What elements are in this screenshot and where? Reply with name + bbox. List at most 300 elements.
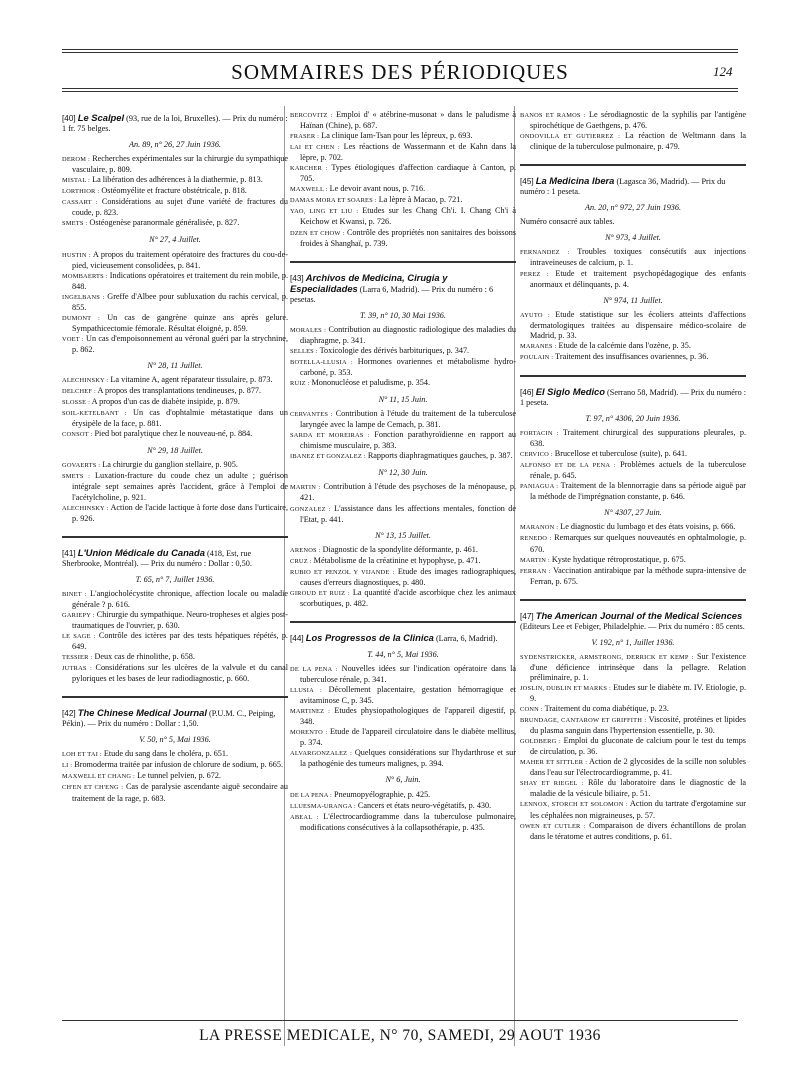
- article-entry: [520, 247, 746, 268]
- column-2: [290, 110, 516, 837]
- article-title: Le tunnel pelvien, p. 672.: [137, 771, 221, 781]
- article-entry: [62, 218, 288, 229]
- article-entry: [520, 778, 746, 799]
- article-author: IBANEZ ET GONZALEZ :: [290, 453, 366, 461]
- article-author: SLOSSE :: [62, 399, 91, 407]
- article-author: SMETS :: [62, 473, 91, 481]
- article-entry: [62, 782, 288, 803]
- article-author: MARTINEZ :: [290, 708, 331, 716]
- article-title: Considérations au sujet d'une variété de fractures du coude, p. 823.: [72, 197, 288, 218]
- article-author: GOLDBERG :: [520, 738, 561, 746]
- article-title: Action de l'acide lactique à forte dose dans l'urticaire, p. 926.: [72, 502, 288, 523]
- article-entry: [62, 760, 288, 771]
- article-author: GONZALEZ :: [290, 505, 331, 513]
- article-title: Le devoir avant nous, p. 716.: [329, 184, 426, 194]
- article-title: La chirurgie du ganglion stellaire, p. 905.: [102, 460, 238, 470]
- article-entry: [62, 313, 288, 334]
- article-entry: [62, 250, 288, 271]
- article-entry: [62, 610, 288, 631]
- journal-section: [62, 548, 288, 685]
- article-title: Contribution à l'étude des psychoses de la ménopause, p. 421.: [300, 482, 517, 503]
- article-author: RENEDO :: [520, 535, 552, 543]
- article-entry: [520, 533, 746, 554]
- article-title: Emploi d' « atébrine-musonat » dans le paludisme à Haïnan (Chine), p. 687.: [300, 110, 517, 131]
- article-author: DAMAS MORA ET SOARES :: [290, 197, 377, 205]
- journal-name: L'Union Médicale du Canada: [77, 546, 205, 558]
- journal-number: [46]: [520, 387, 534, 397]
- section-separator: [62, 696, 288, 698]
- issue-label: N° 973, 4 Juillet.: [605, 233, 661, 243]
- article-entry: [62, 154, 288, 175]
- article-entry: [520, 131, 746, 152]
- journal-info: (Larra, 6, Madrid).: [435, 633, 498, 643]
- article-entry: [520, 481, 746, 502]
- article-title: Les réactions de Wassermann et de Kahn dans la lèpre, p. 702.: [300, 142, 517, 163]
- article-entry: [62, 175, 288, 186]
- article-entry: [520, 555, 746, 566]
- article-title: Le sérodiagnostic de la syphilis par l'antigène spirochétique de Gaethgens, p. 476.: [530, 110, 747, 131]
- article-entry: [520, 799, 746, 820]
- article-entry: [290, 184, 516, 195]
- section-separator: [62, 536, 288, 538]
- article-title: Considérations sur les ulcères de la valvule et du canal pyloriques et les bases de leur radiodiagnostic, p. 660.: [72, 663, 288, 684]
- article-entry: [290, 685, 516, 706]
- article-title: Mononucléose et paludisme, p. 354.: [311, 378, 431, 388]
- article-entry: [290, 567, 516, 588]
- article-title: Action de 2 glycosides de la scille non solubles dans l'eau sur l'électrocardiogramme, p. 41.: [530, 757, 746, 778]
- article-title: L'assistance dans les affections mentales, fonction de l'Etat, p. 441.: [300, 503, 517, 524]
- column-1: [62, 110, 288, 808]
- article-entry: [520, 683, 746, 704]
- article-title: Traitement de la blennorragie dans sa période aiguë par la méthode de l'imprégnation constante, p. 646.: [530, 481, 746, 502]
- article-author: MISTAL :: [62, 177, 91, 185]
- journal-number: [43]: [290, 273, 304, 283]
- journal-number: [47]: [520, 611, 534, 621]
- article-title: Etude de la calcémie dans l'ozène, p. 35.: [558, 340, 691, 350]
- article-title: Brucellose et tuberculose (suite), p. 641.: [554, 449, 688, 459]
- article-author: SHAY ET RIEGEL :: [520, 780, 584, 788]
- article-author: LLUSIA :: [290, 687, 322, 695]
- article-title: Contrôle des propriétés non sanitaires des boissons froides à Shanghaï, p. 739.: [300, 227, 516, 248]
- article-title: Hormones ovariennes et métabolisme hydro-carboné, p. 353.: [300, 356, 517, 377]
- article-author: SMETS :: [62, 220, 88, 228]
- article-title: Etudes sur les Chang Ch'i. I. Chang Ch'i à Keichow et Kwansi, p. 726.: [300, 206, 517, 227]
- article-title: L'angiocholécystite chronique, affection locale ou maladie générale ? p. 616.: [72, 588, 288, 609]
- article-entry: [520, 757, 746, 778]
- article-title: Décollement placentaire, gestation hémorragique et avitaminose C, p. 345.: [300, 685, 517, 706]
- journal-info: (P.U.M. C., Peiping, Pékin). — Prix du numéro : Dollar : 1,50.: [62, 709, 276, 729]
- column-3: [520, 110, 746, 846]
- journal-number: [40]: [62, 114, 76, 123]
- journal-number: [41]: [62, 548, 76, 558]
- article-entry: [520, 715, 746, 736]
- article-title: Métabolisme de la créatinine et hypophyse, p. 471.: [313, 555, 481, 565]
- article-title: Emploi du gluconate de calcium pour le test du temps de circulation, p. 36.: [530, 736, 746, 757]
- article-author: BERCOVITZ :: [290, 112, 333, 119]
- section-separator: [290, 621, 516, 623]
- article-entry: [520, 522, 746, 533]
- journal-section: [520, 387, 746, 587]
- article-entry: [520, 352, 746, 363]
- issue-label: An. 89, n° 26, 27 Juin 1936.: [129, 140, 221, 150]
- article-entry: [290, 325, 516, 346]
- article-title: Greffe d'Albee pour subluxation du rachis cervical, p. 855.: [72, 291, 288, 312]
- article-title: Remarques sur quelques nouveautés en ophtalmologie, p. 670.: [530, 533, 747, 554]
- article-author: RUBIO ET PENZOL Y VIJANDE :: [290, 568, 395, 576]
- article-entry: [520, 449, 746, 460]
- article-title: Un cas d'empoisonnement au véronal guéri par la strychnine, p. 862.: [72, 333, 288, 354]
- article-title: Indications opératoires et traitement du rein mobile, p. 848.: [72, 270, 288, 291]
- article-title: Pied bot paralytique chez le nouveau-né, p. 884.: [94, 429, 253, 439]
- article-title: A propos d'un cas de diabète insipide, p. 879.: [91, 397, 240, 407]
- article-entry: [290, 346, 516, 357]
- article-author: MARTIN :: [520, 556, 550, 564]
- article-title: Rapports diaphragmatiques gauches, p. 387.: [367, 451, 513, 461]
- article-author: BINET :: [62, 590, 87, 598]
- journal-heading: [290, 273, 516, 305]
- journal-heading: [520, 611, 746, 632]
- article-entry: [290, 195, 516, 206]
- article-entry: [290, 409, 516, 430]
- article-entry: [62, 429, 288, 440]
- article-entry: [62, 460, 288, 471]
- article-entry: [62, 471, 288, 502]
- article-title: Deux cas de rhinolithe, p. 658.: [94, 652, 195, 662]
- article-title: Contribution au diagnostic radiologique des maladies du diaphragme, p. 341.: [300, 324, 516, 345]
- journal-info: (Serrano 58, Madrid). — Prix du numéro : 1 peseta.: [520, 387, 746, 407]
- article-author: LLUESMA-URANGA :: [290, 802, 356, 810]
- article-author: TESSIER :: [62, 654, 93, 662]
- journal-section: [520, 110, 746, 152]
- footer-rule: [62, 1020, 738, 1021]
- article-author: GIROUD ET RUIZ :: [290, 589, 350, 597]
- article-entry: [290, 556, 516, 567]
- journal-info: (Lagasca 36, Madrid). — Prix du numéro : 1 peseta.: [520, 177, 726, 197]
- journal-name: Le Scalpel: [77, 112, 125, 123]
- issue-label: T. 44, n° 5, Mai 1936.: [367, 649, 439, 659]
- article-entry: [520, 428, 746, 449]
- article-title: Chirurgie du sympathique. Neuro-tropheses et algies post-traumatiques de l'ouvrier, p. 630.: [72, 609, 288, 630]
- journal-heading: [62, 113, 288, 134]
- journal-section: [290, 110, 516, 249]
- article-entry: [290, 748, 516, 769]
- article-entry: [62, 631, 288, 652]
- article-entry: [290, 588, 516, 609]
- article-author: SYDENSTRICKER, ARMSTRONG, DERRICK ET KEMP :: [520, 653, 694, 661]
- journal-info: (418, Est, rue Sherbrooke, Montréal). — Prix du numéro : Dollar : 0,50.: [62, 548, 252, 568]
- article-author: ALVARGONZALEZ :: [290, 750, 352, 758]
- article-title: Vaccination antirabique par la méthode supra-intensive de Ferran, p. 675.: [530, 565, 747, 586]
- article-entry: [62, 749, 288, 760]
- article-entry: [520, 460, 746, 481]
- title-rule: [62, 88, 738, 89]
- article-author: SARDA ET MOREIRAS :: [290, 432, 370, 440]
- article-author: DEROM :: [62, 156, 90, 164]
- article-author: MOMBAERTS :: [62, 272, 108, 280]
- article-author: SOIL-KETELBANT :: [62, 410, 127, 418]
- article-title: Le diagnostic du lumbago et des états voisins, p. 666.: [560, 522, 736, 532]
- article-author: JUTRAS :: [62, 665, 92, 673]
- article-author: AYUTO :: [520, 311, 550, 319]
- journal-number: [45]: [520, 177, 534, 187]
- section-separator: [520, 164, 746, 166]
- article-author: DE LA PENA :: [290, 791, 332, 799]
- article-title: Etude du sang dans le choléra, p. 651.: [103, 749, 229, 759]
- article-author: MORALES :: [290, 326, 327, 334]
- journal-name: Archivos de Medicina, Cirugia y Especialidades: [290, 271, 448, 294]
- article-title: La lèpre à Macao, p. 721.: [378, 195, 463, 205]
- article-title: Etude statistique sur les écoliers atteints d'affections dermatologiques traitées au dispensaire médico-scolaire de Madrid, p. 33.: [530, 309, 746, 340]
- article-author: CASSART :: [62, 199, 98, 207]
- journal-heading: [520, 387, 746, 408]
- article-author: MARANON :: [520, 524, 559, 532]
- article-title: Problèmes actuels de la tuberculose rénale, p. 645.: [530, 460, 746, 481]
- article-title: Luxation-fracture du coude chez un adulte ; guérison intégrale sept semaines après l'accident, grâce à l'emploi de l'acétylcholine, p. 921.: [72, 471, 289, 502]
- article-title: Etudes sur le diabète m. IV. Etiologie, p. 9.: [530, 682, 746, 704]
- article-author: DE LA PENA :: [290, 666, 338, 674]
- article-title: Etude et traitement psychopédagogique des enfants anormaux et délinquants, p. 4.: [530, 268, 746, 289]
- article-entry: [290, 812, 516, 833]
- article-author: ALECHINSKY :: [62, 377, 109, 385]
- article-title: Kyste hydatique rétroprostatique, p. 675.: [551, 554, 686, 564]
- section-separator: [290, 261, 516, 263]
- article-author: FORTACIN :: [520, 430, 559, 438]
- article-title: Fonction parathyroïdienne en rapport au chimisme musculaire, p. 383.: [300, 430, 517, 451]
- article-title: Rôle du laboratoire dans le diagnostic de la maladie de la vésicule biliaire, p. 51.: [530, 778, 746, 799]
- article-title: Troubles toxiques consécutifs aux injections intraveineuses de calcium, p. 1.: [530, 247, 746, 268]
- article-author: MARTIN :: [290, 484, 321, 492]
- issue-label: N° 27, 4 Juillet.: [149, 235, 201, 245]
- article-title: Contribution à l'étude du traitement de la tuberculose laryngée avec la lampe de Cemach, p. 381.: [300, 409, 517, 430]
- article-author: CONSOT :: [62, 431, 93, 439]
- article-author: MARANES :: [520, 342, 557, 350]
- article-author: PEREZ :: [520, 270, 549, 278]
- article-title: Cas de paralysie ascendante aiguë secondaire au traitement de la rage, p. 683.: [72, 782, 289, 803]
- article-author: VOET :: [62, 335, 84, 343]
- article-entry: [290, 451, 516, 462]
- article-entry: [290, 206, 516, 227]
- article-author: DZEN ET CHOW :: [290, 229, 345, 237]
- top-rule-inner: [62, 52, 738, 53]
- article-author: CERVANTES :: [290, 411, 333, 419]
- article-title: Bromoderma traitée par infusion de chlorure de sodium, p. 665.: [74, 760, 283, 770]
- article-title: L'électrocardiogramme dans la tuberculose pulmonaire, modifications consécutives à la collapsothérapie, p. 435.: [300, 811, 516, 832]
- article-author: BRUNDAGE, CANTAROW ET GRIFFITH :: [520, 717, 647, 725]
- article-author: FERNANDEZ :: [520, 249, 570, 257]
- article-title: Traitement chirurgical des suppurations pleurales, p. 638.: [530, 428, 746, 449]
- article-author: FRASER :: [290, 133, 320, 141]
- section-separator: [520, 375, 746, 377]
- journal-name: Los Progressos de la Clinica: [305, 631, 434, 643]
- journal-heading: [62, 708, 288, 729]
- article-entry: [290, 142, 516, 163]
- article-entry: [62, 271, 288, 292]
- article-author: MAXWELL :: [290, 186, 328, 194]
- article-entry: [62, 386, 288, 397]
- article-entry: [290, 504, 516, 525]
- article-title: Traitement des insuffisances ovariennes, p. 36.: [555, 351, 709, 361]
- article-title: Recherches expérimentales sur la chirurgie du sympathique vasculaire, p. 809.: [72, 154, 288, 175]
- article-author: RUIZ :: [290, 380, 310, 388]
- article-entry: [520, 704, 746, 715]
- journal-section: [290, 633, 516, 833]
- issue-label: V. 50, n° 5, Mai 1936.: [139, 735, 211, 745]
- issue-label: T. 39, n° 10, 30 Mai 1936.: [360, 310, 446, 320]
- article-entry: [62, 408, 288, 429]
- article-author: OWEN ET CUTLER :: [520, 822, 586, 830]
- page-footer: LA PRESSE MEDICALE, N° 70, SAMEDI, 29 AOUT 1936: [199, 1027, 601, 1044]
- article-title: Types étiologiques d'affection cardiaque à Canton, p. 705.: [300, 163, 517, 184]
- article-entry: [520, 217, 746, 227]
- article-author: SELLES :: [290, 347, 318, 355]
- article-entry: [520, 269, 746, 290]
- article-entry: [520, 821, 746, 842]
- article-entry: [290, 706, 516, 727]
- article-entry: [520, 736, 746, 757]
- article-author: YAO, LING ET LIU :: [290, 208, 359, 216]
- article-author: ARENOS :: [290, 546, 321, 554]
- article-title: A propos des transplantations tendineuses, p. 877.: [97, 386, 262, 396]
- article-entry: [62, 503, 288, 524]
- issue-label: N° 13, 15 Juillet.: [375, 530, 431, 540]
- article-author: JOSLIN, DUBLIN ET MARKS :: [520, 684, 611, 692]
- article-title: Comparaison de divers échantillons de prolan dans le tératome et autres conditions, p. 61.: [530, 820, 746, 841]
- article-author: DUMONT :: [62, 314, 101, 322]
- issue-label: N° 28, 11 Juillet.: [147, 360, 203, 370]
- article-title: La réaction de Weltmann dans la clinique de la tuberculose pulmonaire, p. 479.: [530, 131, 746, 152]
- article-author: CRUZ :: [290, 557, 312, 565]
- article-author: LAI ET CHEN :: [290, 144, 340, 152]
- article-author: LOH ET TAI :: [62, 751, 102, 759]
- article-entry: [520, 110, 746, 131]
- article-author: POULAIN :: [520, 353, 554, 361]
- article-author: MAHER ET SITTLER :: [520, 759, 588, 767]
- article-title: A propos du traitement opératoire des fractures du cou-de-pied, vicieusement consolidées, p. 841.: [72, 249, 288, 270]
- article-author: MAXWELL ET CHANG :: [62, 773, 136, 781]
- title-rule-inner: [62, 91, 738, 92]
- article-title: Cancers et états neuro-végétatifs, p. 430.: [357, 800, 492, 810]
- article-entry: [520, 341, 746, 352]
- article-title: Pneumopyélographie, p. 425.: [334, 789, 431, 799]
- article-title: Action du tartrate d'ergotamine sur les céphalées non migraineuses, p. 57.: [530, 799, 746, 820]
- journal-name: The Chinese Medical Journal: [77, 707, 207, 719]
- article-author: MORENTO :: [290, 729, 328, 737]
- article-entry: [520, 566, 746, 587]
- issue-label: An. 20, n° 972, 27 Juin 1936.: [584, 203, 682, 213]
- journal-name: La Medicina Ibera: [535, 175, 615, 187]
- journal-heading: [290, 633, 516, 644]
- article-entry: [290, 131, 516, 142]
- article-entry: [290, 790, 516, 801]
- article-title: Quelques considérations sur l'hydarthrose et sur la pathogénie des tumeurs malignes, p. 394.: [300, 748, 516, 769]
- article-author: ALECHINSKY :: [62, 504, 109, 512]
- top-rule: [62, 49, 738, 50]
- issue-label: N° 974, 11 Juillet.: [603, 295, 663, 305]
- issue-label: N° 11, 15 Juin.: [378, 395, 428, 405]
- issue-label: T. 97, n° 4306, 20 Juin 1936.: [585, 413, 681, 423]
- issue-label: N° 12, 30 Juin.: [378, 468, 428, 478]
- journal-info: (93, rue de la loi, Bruxelles). — Prix du numéro : 1 fr. 75 belges.: [62, 114, 288, 134]
- issue-label: N° 29, 18 Juillet.: [147, 446, 203, 456]
- article-author: DELCHEF :: [62, 388, 96, 396]
- article-author: ALFONSO ET DE LA PENA :: [520, 462, 616, 470]
- section-separator: [520, 599, 746, 601]
- article-entry: [62, 186, 288, 197]
- article-entry: [62, 663, 288, 684]
- article-entry: [290, 801, 516, 812]
- article-title: Etude des images radiographiques, causes d'erreurs diagnostiques, p. 480.: [300, 566, 516, 587]
- article-entry: [62, 197, 288, 218]
- article-author: CH'EN ET CH'ENG :: [62, 784, 124, 792]
- article-title: Ostéomyélite et fracture obstétricale, p. 818.: [101, 186, 247, 196]
- journal-info: (Editeurs Lee et Febiger, Philadelphie. — Prix du numéro : 85 cents.: [520, 621, 745, 631]
- article-author: KARCHER :: [290, 165, 328, 173]
- article-author: BANOS ET RAMOS :: [520, 112, 586, 119]
- journal-number: [44]: [290, 633, 304, 643]
- article-author: ONDOVILLA ET GUTIERREZ :: [520, 133, 621, 141]
- article-title: Diagnostic de la spondylite déformante, p. 461.: [322, 544, 478, 554]
- article-entry: [62, 771, 288, 782]
- article-title: Viscosité, protéines et lipides du plasma sanguin dans l'hypertension essentielle, p. 30.: [530, 715, 746, 736]
- article-title: Contrôle des ictères par des tests hépatiques répétés, p. 649.: [72, 630, 288, 652]
- article-entry: [290, 545, 516, 556]
- journal-info: (Larra 6, Madrid). — Prix du numéro : 6 pesetas.: [290, 284, 494, 304]
- article-title: Ostéogenèse paranormale généralisée, p. 827.: [89, 218, 240, 228]
- article-title: Numéro consacré aux tables.: [520, 217, 615, 227]
- article-entry: [290, 430, 516, 451]
- article-author: HUSTIN :: [62, 251, 91, 259]
- article-entry: [290, 163, 516, 184]
- article-title: La libération des adhérences à la diathermie, p. 813.: [92, 175, 263, 185]
- issue-label: N° 4307, 27 Juin.: [604, 508, 662, 518]
- article-title: Traitement du coma diabétique, p. 23.: [544, 704, 669, 714]
- article-title: Etude de l'appareil circulatoire dans le diabète mellitus, p. 374.: [300, 727, 516, 748]
- article-entry: [520, 310, 746, 341]
- article-entry: [290, 482, 516, 503]
- page-number: 124: [713, 64, 733, 79]
- article-title: Etudes physiopathologiques de l'appareil digestif, p. 348.: [300, 706, 516, 727]
- article-entry: [290, 110, 516, 131]
- page-title: SOMMAIRES DES PÉRIODIQUES: [231, 60, 569, 84]
- article-author: ABEAL :: [290, 813, 319, 821]
- article-author: FERRAN :: [520, 567, 551, 575]
- issue-label: T. 65, n° 7, Juillet 1936.: [135, 574, 215, 584]
- issue-label: N° 6, Juin.: [385, 775, 421, 785]
- article-entry: [290, 228, 516, 249]
- journal-section: [290, 273, 516, 609]
- journal-name: El Siglo Medico: [535, 385, 605, 397]
- article-author: LE SAGE :: [62, 632, 96, 640]
- journal-section: [62, 708, 288, 803]
- article-author: INGELBANS :: [62, 293, 105, 301]
- article-entry: [62, 652, 288, 663]
- article-entry: [62, 334, 288, 355]
- article-author: CONN :: [520, 706, 543, 714]
- article-title: Toxicologie des dérivés barbituriques, p. 347.: [319, 345, 470, 355]
- journal-name: The American Journal of the Medical Sciences: [535, 609, 743, 621]
- article-entry: [290, 664, 516, 685]
- article-title: La clinique Iam-Tsan pour les lépreux, p. 693.: [321, 131, 473, 141]
- article-entry: [62, 292, 288, 313]
- article-title: La vitamine A, agent réparateur tissulaire, p. 873.: [110, 375, 273, 385]
- article-author: CERVICO :: [520, 451, 553, 459]
- article-author: LORTHIOR :: [62, 188, 100, 196]
- article-author: GOVAERTS :: [62, 462, 101, 470]
- article-entry: [290, 727, 516, 748]
- article-entry: [62, 589, 288, 610]
- article-title: La quantité d'acide ascorbique chez les animaux scorbutiques, p. 482.: [300, 587, 516, 608]
- article-title: Sur l'existence d'une déficience intrinsèque dans la pellagre. Relation préliminaire, p. 1.: [530, 651, 746, 682]
